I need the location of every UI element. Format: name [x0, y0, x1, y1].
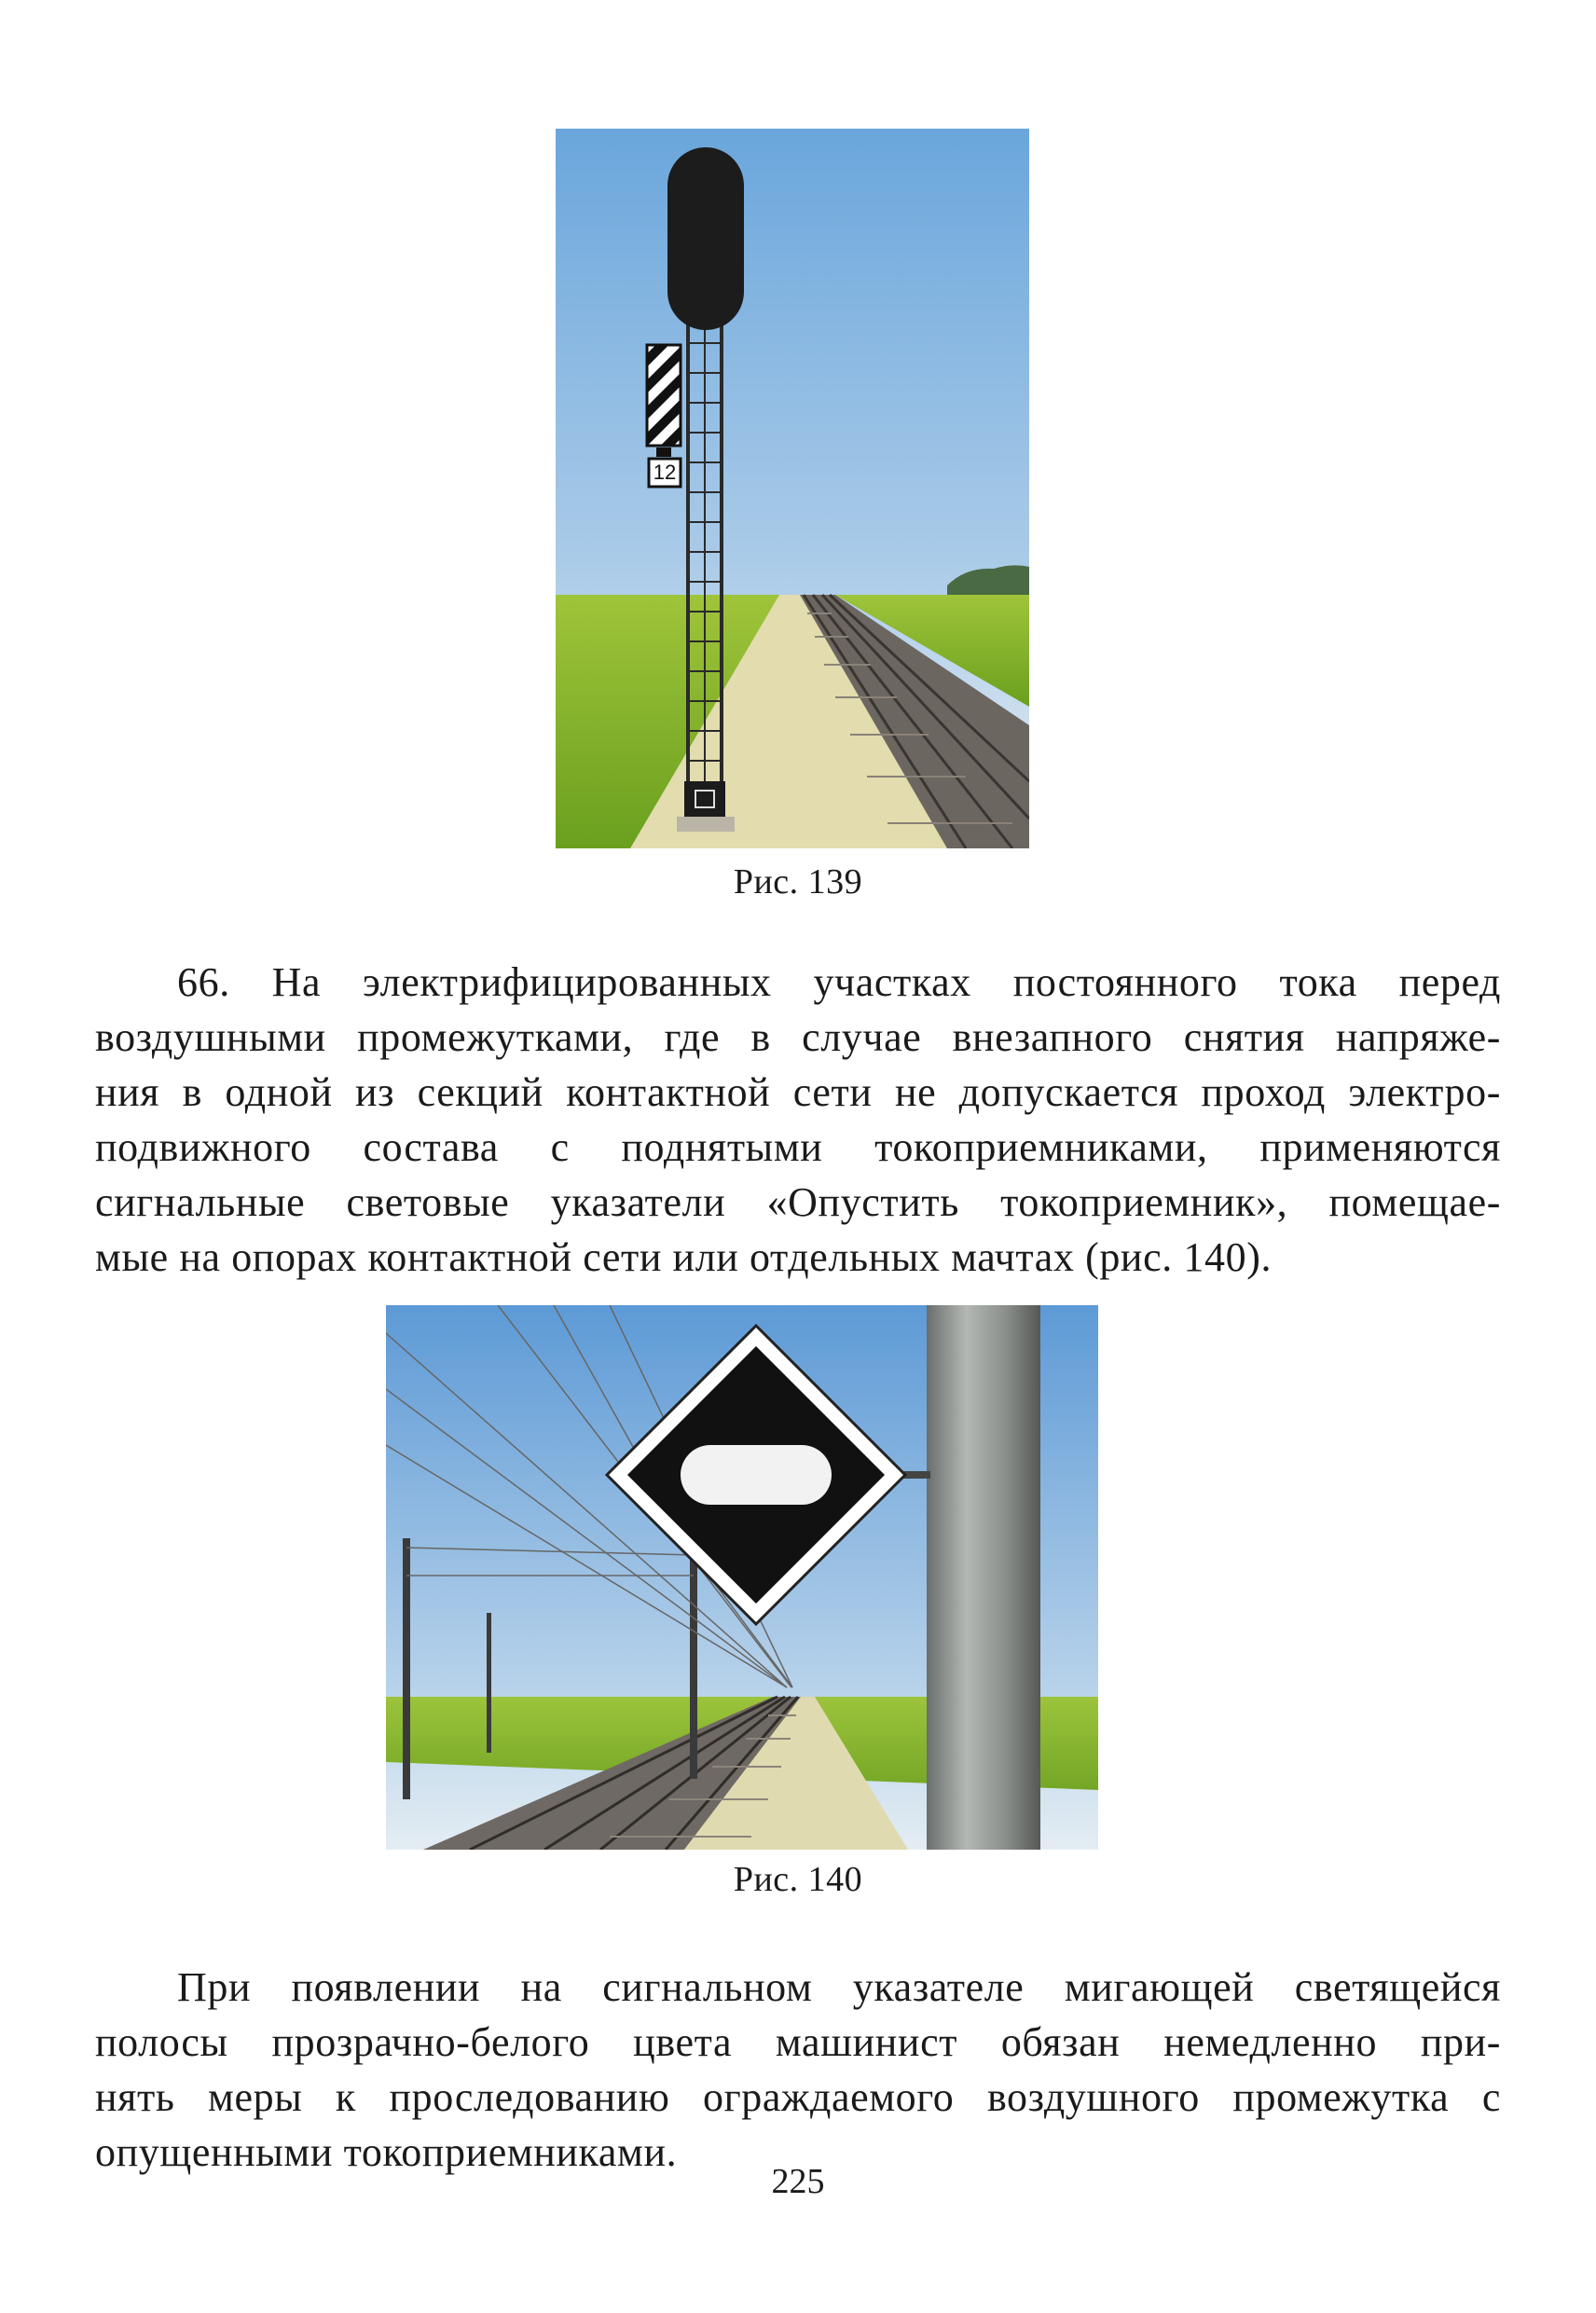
striped-plate: [647, 345, 681, 446]
catenary-pole-left: [403, 1538, 410, 1799]
figure-140-caption: Рис. 140: [733, 1860, 863, 1899]
signal-head: [667, 147, 744, 330]
page-number: 225: [771, 2162, 825, 2201]
plate-number: 12: [653, 461, 677, 484]
figure-140-pantograph-sign: [386, 1305, 1098, 1850]
white-light-bar: [681, 1445, 832, 1505]
catenary-pole-center: [690, 1546, 697, 1779]
paragraph-line: нять меры к проследованию ограждаемого воздушного промежутка с: [95, 2074, 1501, 2120]
paragraph-66: [95, 955, 1501, 1285]
paragraph-flashing-bar: [95, 1960, 1501, 2180]
figure-139-signal-mast: [556, 129, 1029, 848]
paragraph-line: ния в одной из секций контактной сети не допускается проход электро-: [95, 1069, 1501, 1115]
figure-139-caption: Рис. 139: [733, 862, 863, 902]
paragraph-line: мые на опорах контактной сети или отдельных мачтах (рис. 140).: [95, 1234, 1273, 1280]
paragraph-line: опущенными токоприемниками.: [95, 2129, 678, 2175]
catenary-pole-far: [487, 1613, 491, 1753]
signal-mast-illustration: [556, 129, 1029, 848]
paragraph-line: подвижного состава с поднятыми токоприемниками, применяются: [95, 1124, 1501, 1170]
foundation: [677, 817, 735, 832]
paragraph-line: 66. На электрифицированных участках постоянного тока перед: [177, 959, 1501, 1005]
catenary-sign-illustration: [386, 1305, 1098, 1850]
paragraph-line: сигнальные световые указатели «Опустить токоприемник», помещае-: [95, 1179, 1501, 1225]
paragraph-line: воздушными промежутками, где в случае внезапного снятия напряже-: [95, 1014, 1501, 1060]
plate-bracket: [656, 447, 671, 457]
mast-base: [684, 781, 725, 819]
paragraph-line: При появлении на сигнальном указателе мигающей светящейся: [177, 1964, 1501, 2010]
main-pole: [927, 1305, 1040, 1850]
paragraph-line: полосы прозрачно-белого цвета машинист обязан немедленно при-: [95, 2019, 1501, 2065]
